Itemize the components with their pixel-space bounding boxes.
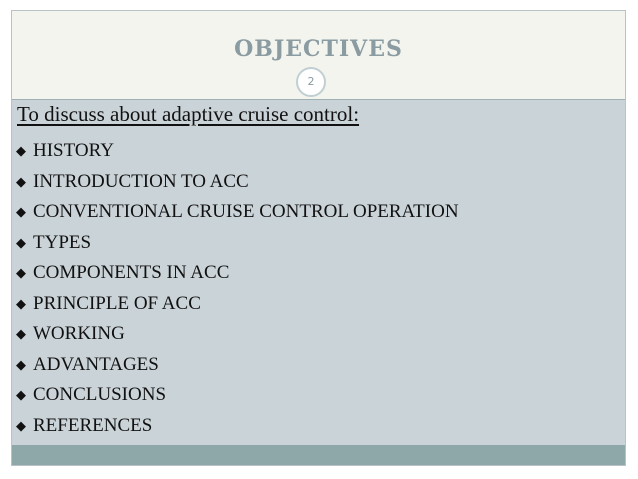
diamond-bullet-icon: ◆	[16, 204, 26, 220]
diamond-bullet-icon: ◆	[16, 417, 26, 433]
list-item	[16, 350, 459, 381]
diamond-bullet-icon: ◆	[16, 295, 26, 311]
list-item	[16, 380, 459, 411]
list-item-text: CONCLUSIONS	[33, 384, 167, 406]
list-item	[16, 289, 459, 320]
diamond-bullet-icon: ◆	[16, 387, 26, 403]
page-number-badge: 2	[296, 67, 326, 97]
list-item-text: PRINCIPLE OF ACC	[33, 292, 201, 314]
bottom-band	[12, 445, 625, 466]
list-item-text: ADVANTAGES	[33, 353, 159, 375]
slide-title: OBJECTIVES	[234, 36, 403, 62]
diamond-bullet-icon: ◆	[16, 265, 26, 281]
list-item-text: CONVENTIONAL CRUISE CONTROL OPERATION	[33, 201, 459, 223]
diamond-bullet-icon: ◆	[16, 143, 26, 159]
list-item	[16, 197, 459, 228]
list-item	[16, 411, 459, 442]
list-item-text: INTRODUCTION TO ACC	[33, 170, 249, 192]
list-item-text: TYPES	[33, 231, 92, 253]
list-item	[16, 228, 459, 259]
list-item	[16, 136, 459, 167]
diamond-bullet-icon: ◆	[16, 356, 26, 372]
list-item	[16, 258, 459, 289]
diamond-bullet-icon: ◆	[16, 234, 26, 250]
objectives-list	[16, 136, 459, 441]
list-item	[16, 167, 459, 198]
list-item	[16, 319, 459, 350]
diamond-bullet-icon: ◆	[16, 173, 26, 189]
intro-text: To discuss about adaptive cruise control:	[17, 102, 360, 126]
list-item-text: WORKING	[33, 323, 125, 345]
list-item-text: COMPONENTS IN ACC	[33, 262, 230, 284]
list-item-text: HISTORY	[33, 140, 114, 162]
diamond-bullet-icon: ◆	[16, 326, 26, 342]
list-item-text: REFERENCES	[33, 414, 153, 436]
